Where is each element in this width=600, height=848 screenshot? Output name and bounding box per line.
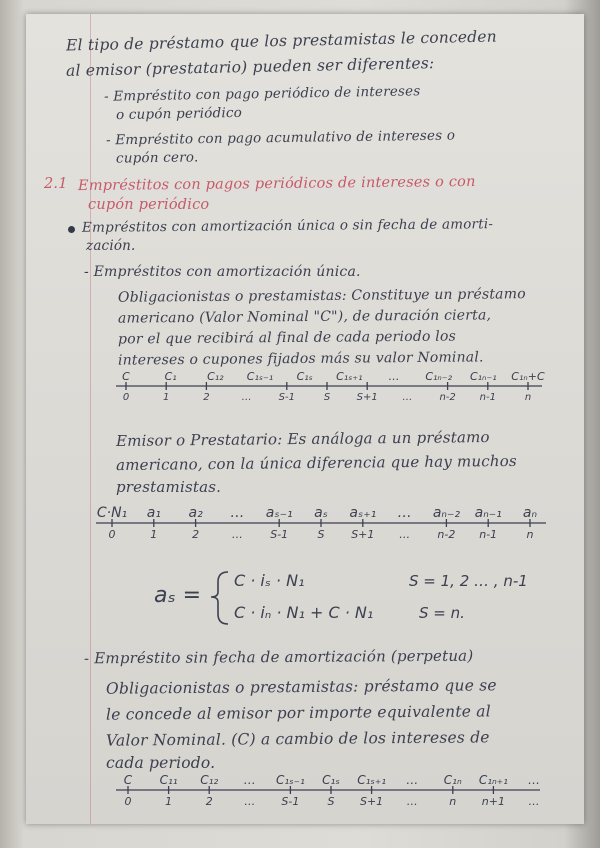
timeline-period-label: S+1 xyxy=(351,528,375,541)
part1-timeline-1 xyxy=(112,368,552,418)
intro-bullet-2-line-2: cupón cero. xyxy=(115,149,199,167)
timeline-flow-label: … xyxy=(406,773,419,787)
timeline-period-label: 1 xyxy=(163,392,170,403)
timeline-flow-label: C·N₁ xyxy=(96,505,128,521)
timeline-period-label: … xyxy=(406,795,418,808)
formula-case-2: C · iₙ · N₁ + C · N₁ xyxy=(234,603,374,622)
timeline-flow-label: … xyxy=(388,370,400,383)
part1-paragraph-line-1: Obligacionistas o prestamistas: Constituye un préstamo xyxy=(117,286,526,306)
formula-lhs: aₛ = xyxy=(154,583,202,608)
timeline-period-label: n xyxy=(449,795,457,808)
timeline-period-label: … xyxy=(528,795,540,808)
timeline-period-label: n+1 xyxy=(481,795,505,808)
margin-line xyxy=(90,14,91,824)
timeline-period-label: S-1 xyxy=(270,528,289,541)
part1-paragraph-line-4: intereses o cupones fijados más su valor Nominal. xyxy=(117,349,484,369)
subsection-bullet-line-1: Empréstitos con amortización única o sin fecha de amorti- xyxy=(81,216,494,236)
timeline-flow-label: … xyxy=(397,505,412,521)
intro-bullet-1-line-1: - Empréstito con pago periódico de intereses xyxy=(103,83,421,105)
timeline-period-label: n xyxy=(526,528,534,541)
timeline-period-label: 1 xyxy=(165,795,173,808)
section-number: 2.1 xyxy=(44,176,68,192)
timeline-flow-label: C₁ₛ xyxy=(296,370,313,383)
part1-timeline-1-svg xyxy=(112,368,552,414)
timeline-flow-label: C₁ₙ₋₂ xyxy=(425,370,453,383)
timeline-period-label: … xyxy=(399,528,411,541)
timeline-flow-label: aₙ₋₁ xyxy=(474,505,502,521)
part1-emisor-line-1: Emisor o Prestatario: Es análoga a un préstamo xyxy=(115,428,490,450)
timeline-period-label: n-2 xyxy=(437,528,456,541)
part1-emisor-line-3: prestamistas. xyxy=(116,478,222,496)
timeline-period-label: S xyxy=(327,795,335,808)
timeline-period-label: S xyxy=(317,528,325,541)
timeline-period-label: 2 xyxy=(205,795,213,808)
timeline-flow-label: … xyxy=(230,505,245,521)
timeline-flow-label: C₁ xyxy=(164,370,177,383)
timeline-period-label: S+1 xyxy=(359,795,384,808)
part1-heading: - Empréstitos con amortización única. xyxy=(84,264,361,280)
part1-timeline-2-svg xyxy=(90,499,560,551)
timeline-flow-label: C₁ₙ+C xyxy=(511,370,545,383)
part1-emisor-line-2: americano, con la única diferencia que hay muchos xyxy=(115,451,517,475)
part2-paragraph-line-2: le concede al emisor por importe equivalente al xyxy=(105,702,491,724)
timeline-flow-label: C₁ₛ₊₁ xyxy=(357,773,387,787)
timeline-period-label: S-1 xyxy=(278,392,295,403)
timeline-flow-label: C₁ₛ₋₁ xyxy=(246,370,274,383)
timeline-flow-label: C₁ₙ xyxy=(443,773,462,787)
part2-heading: - Empréstito sin fecha de amortización (perpetua) xyxy=(83,646,474,668)
timeline-flow-label: C xyxy=(122,370,130,383)
intro-line-2: al emisor (prestatario) pueden ser diferentes: xyxy=(65,54,435,80)
part2-paragraph-line-4: cada periodo. xyxy=(106,754,216,772)
timeline-period-label: 0 xyxy=(108,528,116,541)
timeline-flow-label: C₁ₛ xyxy=(322,773,340,787)
timeline-period-label: … xyxy=(241,392,252,403)
timeline-period-label: S-1 xyxy=(281,795,300,808)
timeline-period-label: n-2 xyxy=(439,392,456,403)
subsection-bullet-line-2: zación. xyxy=(86,238,136,254)
timeline-flow-label: aₙ xyxy=(522,505,538,521)
part2-paragraph-line-1: Obligacionistas o prestamistas: préstamo que se xyxy=(105,676,497,698)
formula-case-1: C · iₛ · N₁ xyxy=(234,571,305,590)
formula-brace xyxy=(211,572,228,624)
timeline-period-label: S+1 xyxy=(356,392,378,403)
formula xyxy=(154,566,554,632)
formula-condition-1: S = 1, 2 … , n-1 xyxy=(409,572,528,590)
timeline-period-label: … xyxy=(402,392,413,403)
intro-line-1: El tipo de préstamo que los prestamistas le conceden xyxy=(65,27,498,55)
timeline-flow-label: C xyxy=(123,773,133,787)
part1-paragraph-line-3: por el que recibirá al final de cada periodo los xyxy=(117,328,457,348)
timeline-period-label: n-1 xyxy=(479,392,496,403)
timeline-flow-label: C₁ₛ₊₁ xyxy=(336,370,363,383)
timeline-flow-label: aₛ₊₁ xyxy=(349,505,377,521)
section-title-line-2: cupón periódico xyxy=(88,197,210,213)
timeline-flow-label: a₁ xyxy=(146,505,161,521)
bullet-dot xyxy=(68,226,75,233)
formula-condition-2: S = n. xyxy=(419,604,465,622)
timeline-flow-label: … xyxy=(528,773,540,787)
part1-paragraph-line-2: americano (Valor Nominal "C"), de duración cierta, xyxy=(117,307,492,327)
timeline-flow-label: C₁ₙ₊₁ xyxy=(478,773,508,787)
formula-svg xyxy=(154,566,554,628)
timeline-flow-label: aₛ₋₁ xyxy=(265,505,293,521)
timeline-flow-label: aₙ₋₂ xyxy=(432,505,460,521)
part2-paragraph-line-3: Valor Nominal. (C) a cambio de los intereses de xyxy=(105,728,490,750)
timeline-period-label: 0 xyxy=(122,392,130,403)
timeline-period-label: n xyxy=(524,392,532,403)
notebook-page xyxy=(26,14,584,824)
part2-timeline xyxy=(110,764,550,820)
timeline-flow-label: C₁ₛ₋₁ xyxy=(275,773,305,787)
timeline-period-label: 0 xyxy=(124,795,132,808)
timeline-flow-label: C₁₁ xyxy=(159,773,178,787)
intro-bullet-2-line-1: - Empréstito con pago acumulativo de intereses o xyxy=(105,127,456,149)
timeline-flow-label: … xyxy=(243,773,256,787)
timeline-flow-label: aₛ xyxy=(314,505,328,521)
timeline-flow-label: a₂ xyxy=(188,505,203,521)
timeline-period-label: 2 xyxy=(203,392,210,403)
intro-bullet-1-line-2: o cupón periódico xyxy=(115,104,243,124)
timeline-period-label: S xyxy=(323,392,331,403)
timeline-period-label: … xyxy=(244,795,256,808)
timeline-period-label: … xyxy=(231,528,243,541)
section-title-line-1: Empréstitos con pagos periódicos de intereses o con xyxy=(77,173,476,195)
timeline-period-label: 1 xyxy=(150,528,158,541)
part1-timeline-2 xyxy=(90,499,560,555)
part2-timeline-svg xyxy=(110,764,550,816)
timeline-flow-label: C₁₂ xyxy=(200,773,219,787)
timeline-period-label: 2 xyxy=(192,528,200,541)
timeline-flow-label: C₁ₙ₋₁ xyxy=(469,370,497,383)
timeline-period-label: n-1 xyxy=(479,528,498,541)
timeline-flow-label: C₁₂ xyxy=(207,370,224,383)
